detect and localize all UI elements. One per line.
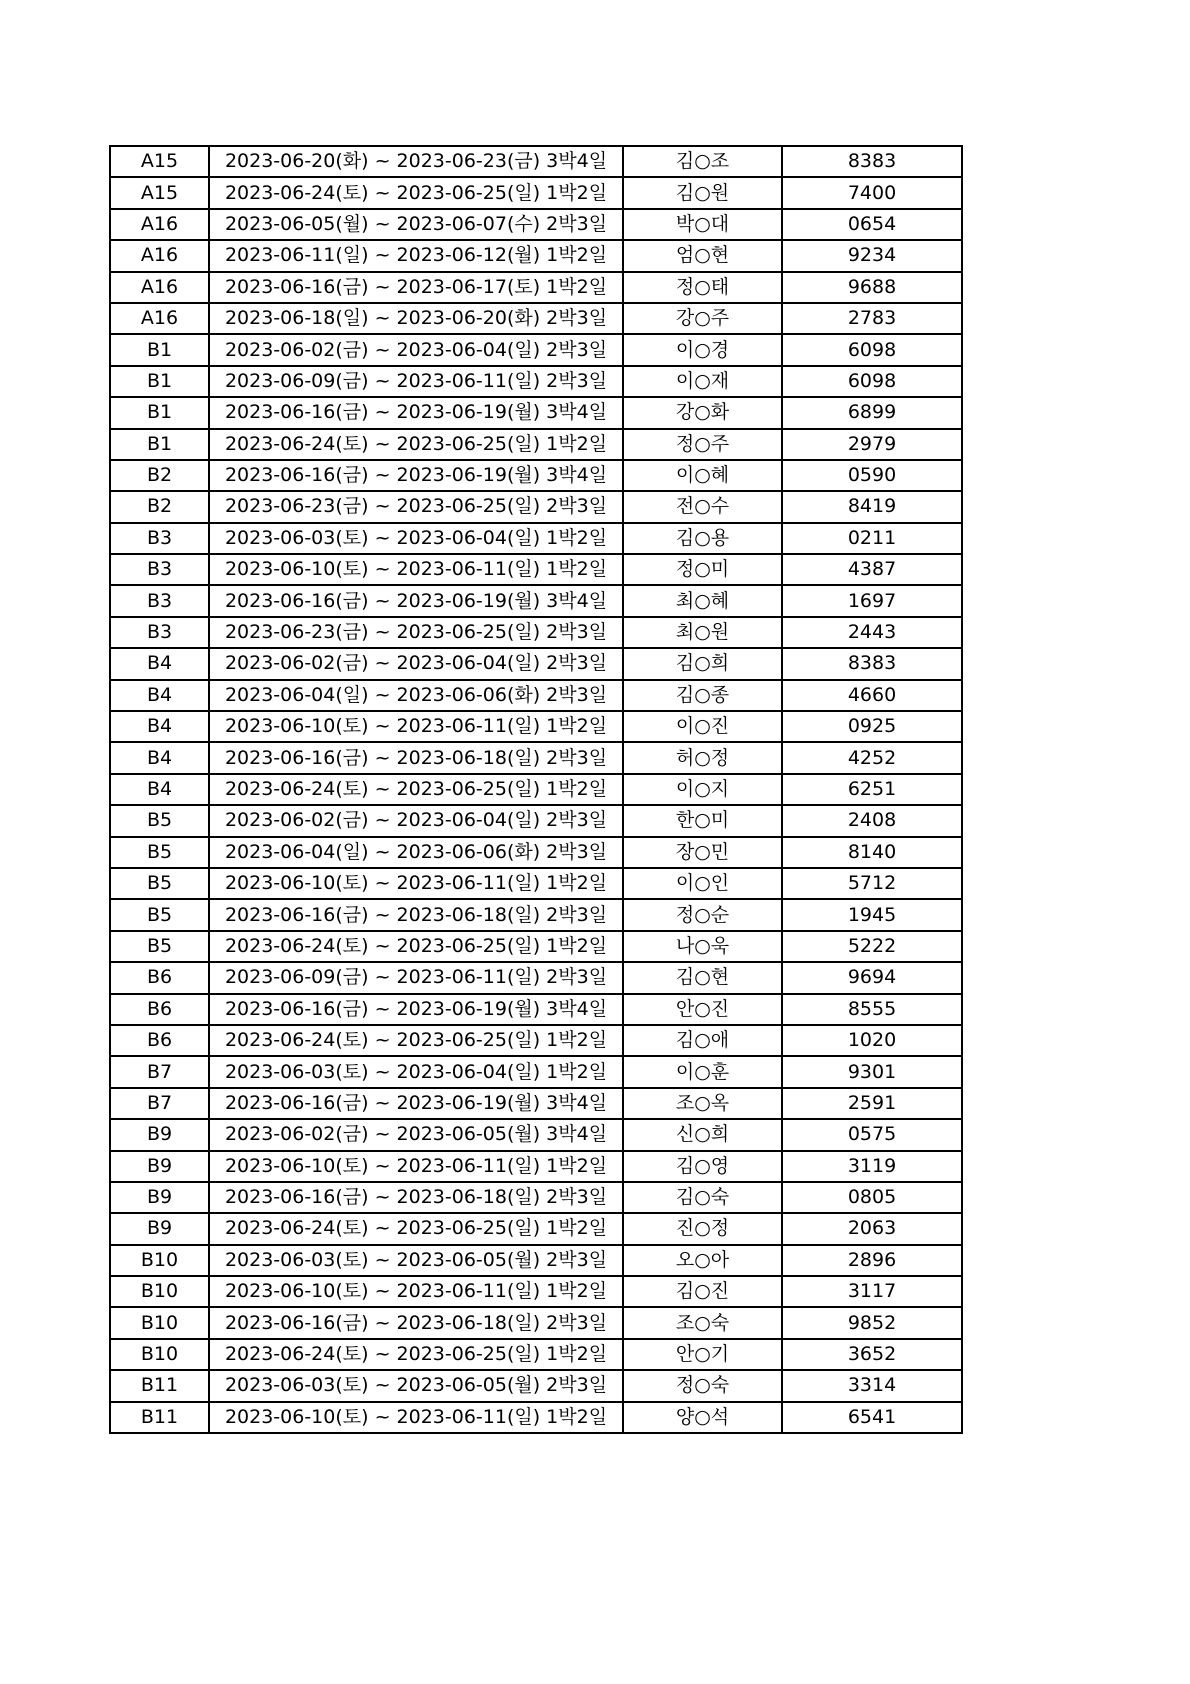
guest-name-cell: 나○욱	[623, 931, 782, 962]
guest-name-cell: 최○원	[623, 617, 782, 648]
room-cell: B4	[110, 774, 209, 805]
room-cell: B9	[110, 1151, 209, 1182]
guest-name-cell: 이○경	[623, 334, 782, 365]
code-cell: 6251	[782, 774, 962, 805]
room-cell: B1	[110, 397, 209, 428]
stay-period-cell: 2023-06-24(토) ~ 2023-06-25(일) 1박2일	[209, 1339, 623, 1370]
stay-period-cell: 2023-06-24(토) ~ 2023-06-25(일) 1박2일	[209, 1025, 623, 1056]
stay-period-cell: 2023-06-11(일) ~ 2023-06-12(월) 1박2일	[209, 240, 623, 271]
table-row	[110, 1370, 962, 1401]
table-row	[110, 585, 962, 616]
guest-name-cell: 전○수	[623, 491, 782, 522]
stay-period-cell: 2023-06-09(금) ~ 2023-06-11(일) 2박3일	[209, 366, 623, 397]
room-cell: B4	[110, 742, 209, 773]
table-row	[110, 1307, 962, 1338]
room-cell: A16	[110, 303, 209, 334]
room-cell: B5	[110, 899, 209, 930]
stay-period-cell: 2023-06-03(토) ~ 2023-06-05(월) 2박3일	[209, 1370, 623, 1401]
room-cell: A15	[110, 146, 209, 177]
code-cell: 0654	[782, 209, 962, 240]
table-row	[110, 1213, 962, 1244]
stay-period-cell: 2023-06-16(금) ~ 2023-06-18(일) 2박3일	[209, 899, 623, 930]
guest-name-cell: 이○재	[623, 366, 782, 397]
code-cell: 3119	[782, 1151, 962, 1182]
code-cell: 1020	[782, 1025, 962, 1056]
table-row	[110, 1276, 962, 1307]
guest-name-cell: 조○옥	[623, 1088, 782, 1119]
guest-name-cell: 장○민	[623, 837, 782, 868]
table-row	[110, 209, 962, 240]
guest-name-cell: 허○정	[623, 742, 782, 773]
stay-period-cell: 2023-06-24(토) ~ 2023-06-25(일) 1박2일	[209, 774, 623, 805]
room-cell: B5	[110, 931, 209, 962]
code-cell: 2979	[782, 429, 962, 460]
stay-period-cell: 2023-06-02(금) ~ 2023-06-04(일) 2박3일	[209, 334, 623, 365]
guest-name-cell: 정○미	[623, 554, 782, 585]
stay-period-cell: 2023-06-10(토) ~ 2023-06-11(일) 1박2일	[209, 554, 623, 585]
guest-name-cell: 강○화	[623, 397, 782, 428]
stay-period-cell: 2023-06-16(금) ~ 2023-06-18(일) 2박3일	[209, 742, 623, 773]
stay-period-cell: 2023-06-20(화) ~ 2023-06-23(금) 3박4일	[209, 146, 623, 177]
room-cell: B10	[110, 1276, 209, 1307]
code-cell: 1945	[782, 899, 962, 930]
code-cell: 4252	[782, 742, 962, 773]
code-cell: 6541	[782, 1402, 962, 1433]
stay-period-cell: 2023-06-10(토) ~ 2023-06-11(일) 1박2일	[209, 1402, 623, 1433]
room-cell: B5	[110, 868, 209, 899]
guest-name-cell: 정○숙	[623, 1370, 782, 1401]
table-row	[110, 1339, 962, 1370]
table-row	[110, 523, 962, 554]
guest-name-cell: 김○종	[623, 680, 782, 711]
stay-period-cell: 2023-06-16(금) ~ 2023-06-19(월) 3박4일	[209, 1088, 623, 1119]
stay-period-cell: 2023-06-04(일) ~ 2023-06-06(화) 2박3일	[209, 837, 623, 868]
code-cell: 8419	[782, 491, 962, 522]
stay-period-cell: 2023-06-23(금) ~ 2023-06-25(일) 2박3일	[209, 491, 623, 522]
table-row	[110, 899, 962, 930]
stay-period-cell: 2023-06-24(토) ~ 2023-06-25(일) 1박2일	[209, 931, 623, 962]
table-row	[110, 994, 962, 1025]
stay-period-cell: 2023-06-09(금) ~ 2023-06-11(일) 2박3일	[209, 962, 623, 993]
stay-period-cell: 2023-06-16(금) ~ 2023-06-19(월) 3박4일	[209, 460, 623, 491]
table-row	[110, 460, 962, 491]
code-cell: 0211	[782, 523, 962, 554]
code-cell: 5712	[782, 868, 962, 899]
table-row	[110, 711, 962, 742]
guest-name-cell: 이○혜	[623, 460, 782, 491]
stay-period-cell: 2023-06-16(금) ~ 2023-06-19(월) 3박4일	[209, 397, 623, 428]
table-row	[110, 868, 962, 899]
guest-name-cell: 이○진	[623, 711, 782, 742]
table-row	[110, 617, 962, 648]
stay-period-cell: 2023-06-24(토) ~ 2023-06-25(일) 1박2일	[209, 1213, 623, 1244]
table-row	[110, 1025, 962, 1056]
stay-period-cell: 2023-06-18(일) ~ 2023-06-20(화) 2박3일	[209, 303, 623, 334]
guest-name-cell: 김○현	[623, 962, 782, 993]
stay-period-cell: 2023-06-24(토) ~ 2023-06-25(일) 1박2일	[209, 177, 623, 208]
code-cell: 0925	[782, 711, 962, 742]
code-cell: 9301	[782, 1056, 962, 1087]
room-cell: B1	[110, 366, 209, 397]
guest-name-cell: 김○원	[623, 177, 782, 208]
guest-name-cell: 진○정	[623, 1213, 782, 1244]
table-row	[110, 554, 962, 585]
stay-period-cell: 2023-06-04(일) ~ 2023-06-06(화) 2박3일	[209, 680, 623, 711]
table-row	[110, 1182, 962, 1213]
table-row	[110, 272, 962, 303]
code-cell: 8383	[782, 648, 962, 679]
code-cell: 6098	[782, 366, 962, 397]
code-cell: 4660	[782, 680, 962, 711]
room-cell: B3	[110, 523, 209, 554]
room-cell: B1	[110, 429, 209, 460]
stay-period-cell: 2023-06-23(금) ~ 2023-06-25(일) 2박3일	[209, 617, 623, 648]
room-cell: B6	[110, 994, 209, 1025]
table-row	[110, 680, 962, 711]
guest-name-cell: 정○주	[623, 429, 782, 460]
table-row	[110, 1119, 962, 1150]
code-cell: 2591	[782, 1088, 962, 1119]
guest-name-cell: 조○숙	[623, 1307, 782, 1338]
room-cell: B3	[110, 617, 209, 648]
room-cell: B4	[110, 648, 209, 679]
table-row	[110, 1088, 962, 1119]
code-cell: 8555	[782, 994, 962, 1025]
code-cell: 3652	[782, 1339, 962, 1370]
guest-name-cell: 김○애	[623, 1025, 782, 1056]
guest-name-cell: 안○진	[623, 994, 782, 1025]
room-cell: B10	[110, 1339, 209, 1370]
stay-period-cell: 2023-06-16(금) ~ 2023-06-19(월) 3박4일	[209, 994, 623, 1025]
table-row	[110, 146, 962, 177]
table-row	[110, 366, 962, 397]
reservation-table-body	[110, 146, 962, 1433]
room-cell: B2	[110, 491, 209, 522]
code-cell: 2063	[782, 1213, 962, 1244]
code-cell: 0590	[782, 460, 962, 491]
guest-name-cell: 오○아	[623, 1245, 782, 1276]
guest-name-cell: 김○희	[623, 648, 782, 679]
guest-name-cell: 양○석	[623, 1402, 782, 1433]
room-cell: B1	[110, 334, 209, 365]
stay-period-cell: 2023-06-16(금) ~ 2023-06-17(토) 1박2일	[209, 272, 623, 303]
code-cell: 9694	[782, 962, 962, 993]
code-cell: 0805	[782, 1182, 962, 1213]
table-row	[110, 491, 962, 522]
stay-period-cell: 2023-06-02(금) ~ 2023-06-05(월) 3박4일	[209, 1119, 623, 1150]
room-cell: B7	[110, 1088, 209, 1119]
code-cell: 2783	[782, 303, 962, 334]
code-cell: 3314	[782, 1370, 962, 1401]
guest-name-cell: 정○태	[623, 272, 782, 303]
room-cell: B10	[110, 1245, 209, 1276]
room-cell: B3	[110, 554, 209, 585]
room-cell: B2	[110, 460, 209, 491]
table-row	[110, 648, 962, 679]
room-cell: B5	[110, 837, 209, 868]
stay-period-cell: 2023-06-05(월) ~ 2023-06-07(수) 2박3일	[209, 209, 623, 240]
guest-name-cell: 이○지	[623, 774, 782, 805]
room-cell: A16	[110, 272, 209, 303]
stay-period-cell: 2023-06-16(금) ~ 2023-06-18(일) 2박3일	[209, 1182, 623, 1213]
stay-period-cell: 2023-06-02(금) ~ 2023-06-04(일) 2박3일	[209, 805, 623, 836]
guest-name-cell: 최○혜	[623, 585, 782, 616]
table-row	[110, 1402, 962, 1433]
code-cell: 8140	[782, 837, 962, 868]
reservation-table	[109, 145, 963, 1434]
stay-period-cell: 2023-06-03(토) ~ 2023-06-04(일) 1박2일	[209, 1056, 623, 1087]
code-cell: 9852	[782, 1307, 962, 1338]
table-row	[110, 1245, 962, 1276]
room-cell: B11	[110, 1402, 209, 1433]
code-cell: 4387	[782, 554, 962, 585]
guest-name-cell: 김○영	[623, 1151, 782, 1182]
table-row	[110, 742, 962, 773]
code-cell: 2443	[782, 617, 962, 648]
table-row	[110, 303, 962, 334]
stay-period-cell: 2023-06-10(토) ~ 2023-06-11(일) 1박2일	[209, 1151, 623, 1182]
stay-period-cell: 2023-06-03(토) ~ 2023-06-04(일) 1박2일	[209, 523, 623, 554]
room-cell: B7	[110, 1056, 209, 1087]
stay-period-cell: 2023-06-10(토) ~ 2023-06-11(일) 1박2일	[209, 868, 623, 899]
code-cell: 5222	[782, 931, 962, 962]
code-cell: 9234	[782, 240, 962, 271]
guest-name-cell: 이○훈	[623, 1056, 782, 1087]
table-row	[110, 962, 962, 993]
table-row	[110, 334, 962, 365]
room-cell: B6	[110, 962, 209, 993]
room-cell: B9	[110, 1213, 209, 1244]
guest-name-cell: 이○인	[623, 868, 782, 899]
room-cell: B3	[110, 585, 209, 616]
stay-period-cell: 2023-06-02(금) ~ 2023-06-04(일) 2박3일	[209, 648, 623, 679]
guest-name-cell: 정○순	[623, 899, 782, 930]
room-cell: B5	[110, 805, 209, 836]
code-cell: 2896	[782, 1245, 962, 1276]
room-cell: B4	[110, 711, 209, 742]
stay-period-cell: 2023-06-03(토) ~ 2023-06-05(월) 2박3일	[209, 1245, 623, 1276]
guest-name-cell: 한○미	[623, 805, 782, 836]
table-row	[110, 774, 962, 805]
guest-name-cell: 박○대	[623, 209, 782, 240]
room-cell: B9	[110, 1182, 209, 1213]
room-cell: B10	[110, 1307, 209, 1338]
code-cell: 3117	[782, 1276, 962, 1307]
guest-name-cell: 김○숙	[623, 1182, 782, 1213]
guest-name-cell: 신○희	[623, 1119, 782, 1150]
stay-period-cell: 2023-06-10(토) ~ 2023-06-11(일) 1박2일	[209, 1276, 623, 1307]
guest-name-cell: 엄○현	[623, 240, 782, 271]
guest-name-cell: 강○주	[623, 303, 782, 334]
code-cell: 9688	[782, 272, 962, 303]
room-cell: B11	[110, 1370, 209, 1401]
room-cell: B4	[110, 680, 209, 711]
guest-name-cell: 김○용	[623, 523, 782, 554]
table-row	[110, 429, 962, 460]
code-cell: 6098	[782, 334, 962, 365]
stay-period-cell: 2023-06-10(토) ~ 2023-06-11(일) 1박2일	[209, 711, 623, 742]
room-cell: A16	[110, 209, 209, 240]
code-cell: 8383	[782, 146, 962, 177]
code-cell: 6899	[782, 397, 962, 428]
code-cell: 1697	[782, 585, 962, 616]
code-cell: 0575	[782, 1119, 962, 1150]
table-row	[110, 177, 962, 208]
guest-name-cell: 김○진	[623, 1276, 782, 1307]
table-row	[110, 240, 962, 271]
room-cell: B9	[110, 1119, 209, 1150]
table-row	[110, 837, 962, 868]
stay-period-cell: 2023-06-24(토) ~ 2023-06-25(일) 1박2일	[209, 429, 623, 460]
room-cell: B6	[110, 1025, 209, 1056]
room-cell: A15	[110, 177, 209, 208]
table-row	[110, 397, 962, 428]
code-cell: 7400	[782, 177, 962, 208]
table-row	[110, 805, 962, 836]
table-row	[110, 1151, 962, 1182]
table-row	[110, 1056, 962, 1087]
room-cell: A16	[110, 240, 209, 271]
guest-name-cell: 김○조	[623, 146, 782, 177]
table-row	[110, 931, 962, 962]
stay-period-cell: 2023-06-16(금) ~ 2023-06-18(일) 2박3일	[209, 1307, 623, 1338]
guest-name-cell: 안○기	[623, 1339, 782, 1370]
stay-period-cell: 2023-06-16(금) ~ 2023-06-19(월) 3박4일	[209, 585, 623, 616]
code-cell: 2408	[782, 805, 962, 836]
